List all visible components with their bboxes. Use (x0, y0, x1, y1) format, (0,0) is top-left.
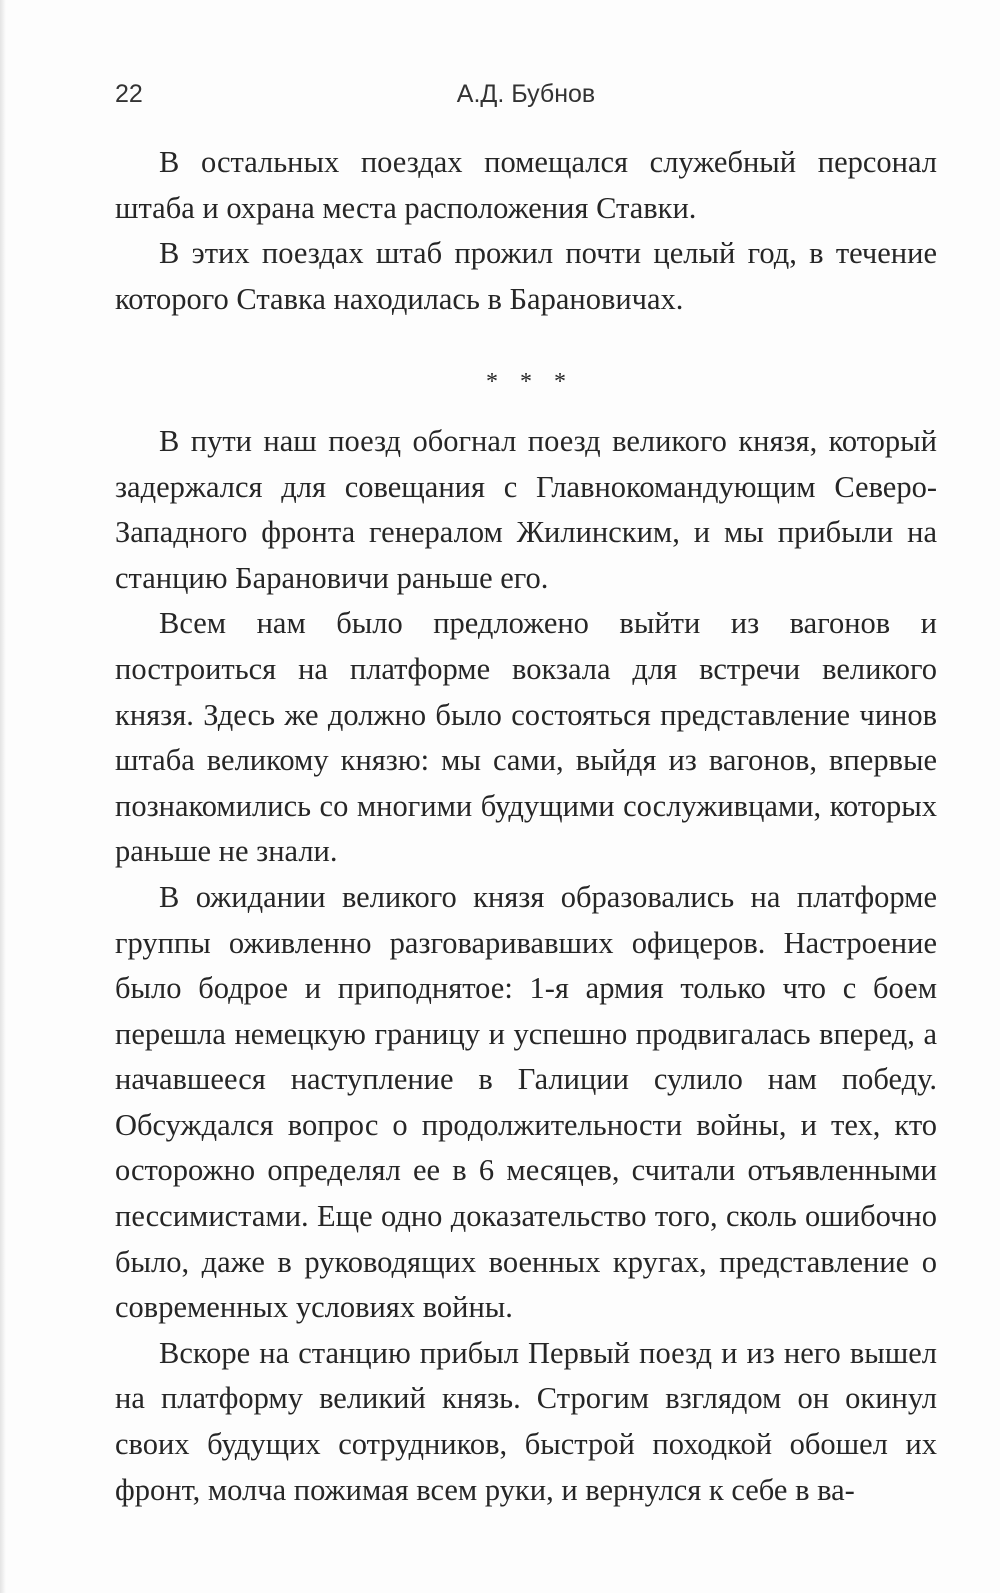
paragraph: Вскоре на станцию прибыл Первый поезд и из него вышел на платформу великий князь. Строгим взглядом он окинул своих будущих сотрудников, быстрой походкой обошел их фронт, молча пожимая всем руки, и вернулся к себе в ва- (115, 1335, 937, 1507)
page-number: 22 (115, 80, 143, 108)
paragraph: В остальных поездах помещался служебный персонал штаба и охрана места расположения Ставки. (115, 145, 937, 225)
body-text (115, 140, 937, 1513)
running-head-author: А.Д. Бубнов (456, 80, 596, 108)
paragraph: В пути наш поезд обогнал поезд великого князя, который задержался для совещания с Главнокомандующим Северо-Западного фронта генералом Жилинским, и мы прибыли на станцию Барановичи раньше его. (115, 423, 937, 595)
paragraph: В ожидании великого князя образовались на платформе группы оживленно разговаривавших офицеров. Настроение было бодрое и приподнятое: 1-я армия только что с боем перешла немецкую границу и успешно продвигалась вперед, а начавшееся наступление в Галиции сулило нам победу. Обсуждался вопрос о продолжительности войны, и тех, кто осторожно определял ее в 6 месяцев, считали отъявленными пессимистами. Еще одно доказательство того, сколь ошибочно было, даже в руководящих военных кругах, представление о современных условиях войны. (115, 879, 937, 1325)
paragraph: В этих поездах штаб прожил почти целый год, в течение которого Ставка находилась в Барановичах. (115, 236, 937, 316)
paragraph: Всем нам было предложено выйти из вагонов и построиться на платформе вокзала для встречи великого князя. Здесь же должно было состояться представление чинов штаба великому князю: мы сами, выйдя из вагонов, впервые познакомились со многими будущими сослуживцами, которых раньше не знали. (115, 606, 937, 869)
section-break: * * * (486, 369, 574, 396)
running-head (115, 80, 937, 116)
page-edge-shadow (0, 0, 6, 1593)
